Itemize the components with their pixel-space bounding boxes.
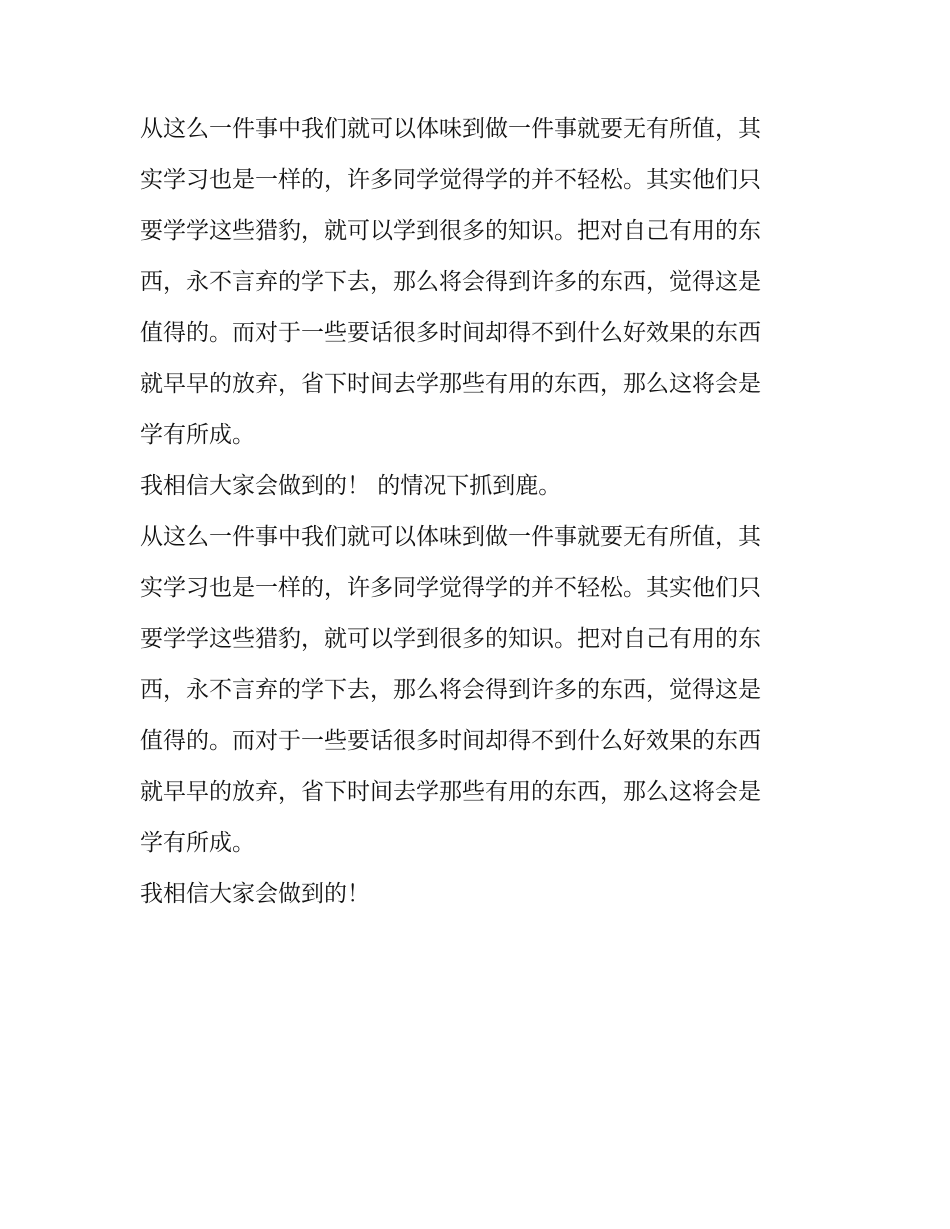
text-line: 值得的。而对于一些要话很多时间却得不到什么好效果的东西: [140, 728, 761, 754]
text-line: 我相信大家会做到的！: [140, 881, 370, 907]
document-body: [140, 104, 812, 920]
text-line: 就早早的放弃，省下时间去学那些有用的东西，那么这将会是: [140, 779, 761, 805]
text-line: 就早早的放弃，省下时间去学那些有用的东西，那么这将会是: [140, 371, 761, 397]
text-line: 西，永不言弃的学下去，那么将会得到许多的东西，觉得这是: [140, 269, 761, 295]
text-line: 实学习也是一样的，许多同学觉得学的并不轻松。其实他们只: [140, 575, 761, 601]
text-line: 从这么一件事中我们就可以体味到做一件事就要无有所值，其: [140, 524, 761, 550]
text-line: 值得的。而对于一些要话很多时间却得不到什么好效果的东西: [140, 320, 761, 346]
text-line: 西，永不言弃的学下去，那么将会得到许多的东西，觉得这是: [140, 677, 761, 703]
text-line: 要学学这些猎豹，就可以学到很多的知识。把对自己有用的东: [140, 218, 761, 244]
text-line: 学有所成。: [140, 422, 255, 448]
text-line: 我相信大家会做到的！ 的情况下抓到鹿。: [140, 473, 562, 499]
text-line: 实学习也是一样的，许多同学觉得学的并不轻松。其实他们只: [140, 167, 761, 193]
text-line: 学有所成。: [140, 830, 255, 856]
text-line: 要学学这些猎豹，就可以学到很多的知识。把对自己有用的东: [140, 626, 761, 652]
text-line: 从这么一件事中我们就可以体味到做一件事就要无有所值，其: [140, 116, 761, 142]
